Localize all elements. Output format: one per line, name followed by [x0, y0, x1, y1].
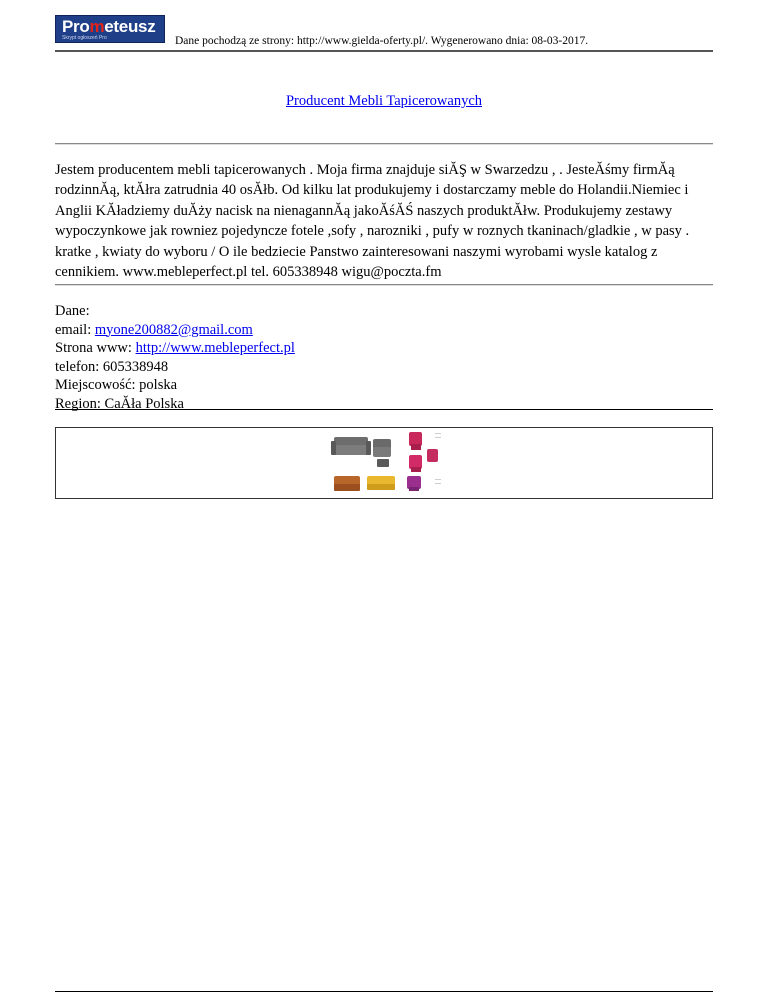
- source-note: Dane pochodzą ze strony: http://www.gielda-oferty.pl/. Wygenerowano dnia: 08-03-2017.: [175, 35, 589, 47]
- footer-divider: [55, 991, 713, 992]
- details-heading: Dane:: [55, 303, 90, 319]
- city-row: Miejscowość: polska: [55, 377, 178, 394]
- www-row: Strona www: http://www.mebleperfect.pl: [55, 340, 295, 357]
- region-value: CaĂła Polska: [104, 395, 184, 412]
- city-value: polska: [139, 377, 178, 394]
- email-row: email: myone200882@gmail.com: [55, 321, 253, 338]
- website-link[interactable]: http://www.mebleperfect.pl: [135, 340, 295, 357]
- logo-wordmark: Prometeusz: [62, 17, 156, 36]
- header-divider: [55, 50, 713, 52]
- title-divider: [55, 143, 713, 145]
- contact-details: [55, 302, 295, 414]
- furniture-photo: [331, 429, 443, 497]
- email-link[interactable]: myone200882@gmail.com: [94, 321, 253, 338]
- listing-title-link[interactable]: Producent Mebli Tapicerowanych: [285, 93, 483, 109]
- listing-description: Jestem producentem mebli tapicerowanych . Moja firma znajduje siĂŞ w Swarzedzu , . JesteĂśmy firmĂą rodzinnĂą, ktĂłra zatrudnia 40 osĂłb. Od kilku lat produkujemy i dostarczamy meble do Holandii.Niemiec i Anglii KĂładziemy duĂży nacisk na nienagannĂą jakoĂśĂŚ naszych produktĂłw. Produkujemy zestawy wypoczynkowe jak rowniez pojedyncze fotele ,sofy , narozniki , pufy w roznych tkaninach/gladkie , w pasy . kratke , kwiaty do wyboru / O ile bedziecie Panstwo zainteresowani naszymi wyrobami wysle katalog z cennikiem. www.mebleperfect.pl tel. 605338948 wigu@poczta.fm: [55, 162, 690, 281]
- phone-row: telefon: 605338948: [55, 358, 169, 375]
- description-divider: [55, 284, 713, 286]
- photo-box: [55, 427, 713, 499]
- region-row: Region: CaĂła Polska: [55, 395, 184, 412]
- details-divider: [55, 409, 713, 410]
- phone-value: 605338948: [102, 358, 169, 375]
- logo-tagline: Skrypt ogłoszeń Pro: [62, 35, 107, 41]
- prometeusz-logo: [55, 15, 165, 43]
